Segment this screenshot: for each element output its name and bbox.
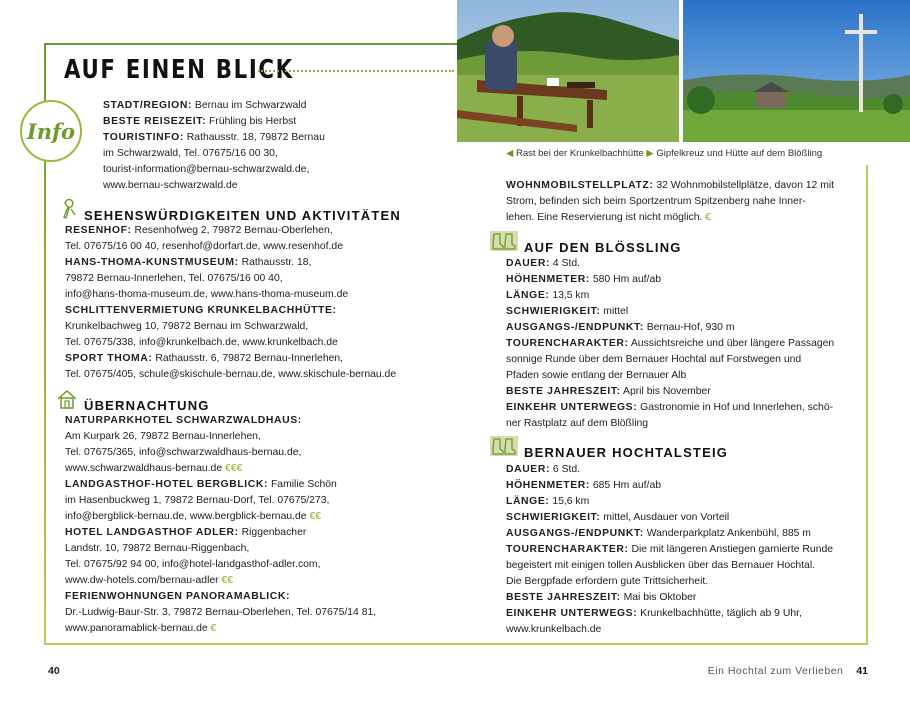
lodging-line [65, 461, 376, 477]
title-dotted-rule [258, 70, 454, 72]
info-line [103, 98, 325, 114]
section-heading-hochtalsteig: BERNAUER HOCHTALSTEIG [524, 445, 729, 460]
field-value: Pfaden sowie entlang der Bernauer Alb [506, 370, 687, 381]
camper-block [506, 178, 834, 226]
field-label: HÖHENMETER: [506, 274, 590, 285]
field-label: TOURENCHARAKTER: [506, 544, 629, 555]
sights-line [65, 319, 396, 335]
lodging-line [65, 557, 376, 573]
page-title: AUF EINEN BLICK [64, 55, 294, 85]
field-value: 6 Std. [550, 464, 581, 475]
field-label: HOTEL LANDGASTHOF ADLER: [65, 527, 239, 538]
field-value: www.panoramablick-bernau.de [65, 623, 211, 634]
lodging-line [65, 589, 376, 605]
field-value: Mai bis Oktober [620, 592, 697, 603]
field-label: TOURISTINFO: [103, 132, 184, 143]
field-label: WOHNMOBILSTELLPLATZ: [506, 180, 654, 191]
lodging-line [65, 525, 376, 541]
caption-photo1: Rast bei der Krunkelbachhütte [515, 148, 644, 159]
field-value: www.bernau-schwarzwald.de [103, 180, 238, 191]
hiking-boots-icon [489, 230, 519, 257]
tour-line [506, 368, 834, 384]
field-value: tourist-information@bernau-schwarzwald.de, [103, 164, 310, 175]
field-value: info@bergblick-bernau.de, www.bergblick-bernau.de [65, 511, 310, 522]
field-value: 15,6 km [549, 496, 590, 507]
tour-line [506, 288, 834, 304]
tour-line [506, 304, 834, 320]
lodging-line [65, 621, 376, 637]
tour-line [506, 352, 834, 368]
field-label: DAUER: [506, 258, 551, 269]
info-line [103, 114, 325, 130]
field-label: SCHWIERIGKEIT: [506, 512, 601, 523]
field-label: BESTE REISEZEIT: [103, 116, 207, 127]
field-label: DAUER: [506, 464, 551, 475]
field-label: NATURPARKHOTEL SCHWARZWALDHAUS: [65, 415, 302, 426]
field-label: RESENHOF: [65, 225, 132, 236]
field-value: www.krunkelbach.de [506, 624, 602, 635]
info-line [103, 130, 325, 146]
lodging-line [65, 429, 376, 445]
field-value: Familie Schön [268, 479, 337, 490]
field-label: BESTE JAHRESZEIT: [506, 592, 621, 603]
frame-right-line [866, 165, 868, 645]
tour-line [506, 494, 833, 510]
field-value: 685 Hm auf/ab [589, 480, 661, 491]
tour-line [506, 384, 834, 400]
field-value: sonnige Runde über dem Bernauer Hochtal auf Forstwegen und [506, 354, 802, 365]
page-number-right: 41 [856, 665, 868, 677]
field-value: Krunkelbachweg 10, 79872 Bernau im Schwarzwald, [65, 321, 309, 332]
price-rating: €€ [221, 575, 234, 586]
field-label: FERIENWOHNUNGEN PANORAMABLICK: [65, 591, 291, 602]
sights-line [65, 239, 396, 255]
field-value: Die mit längeren Anstiegen garnierte Runde [628, 544, 834, 555]
photo-gipfelkreuz [683, 0, 910, 142]
field-value: Am Kurpark 26, 79872 Bernau-Innerlehen, [65, 431, 261, 442]
page-footer-right [708, 665, 868, 677]
info-line [103, 178, 325, 194]
field-value: Krunkelbachhütte, täglich ab 9 Uhr, [637, 608, 802, 619]
field-label: SCHLITTENVERMIETUNG KRUNKELBACHHÜTTE: [65, 305, 337, 316]
field-label: EINKEHR UNTERWEGS: [506, 402, 638, 413]
field-value: Strom, befinden sich beim Sportzentrum Spitzenberg nahe Inner- [506, 196, 806, 207]
field-label: TOURENCHARAKTER: [506, 338, 629, 349]
sights-line [65, 271, 396, 287]
tour-line [506, 542, 833, 558]
sights-line [65, 335, 396, 351]
tour-line [506, 574, 833, 590]
tour-line [506, 558, 833, 574]
field-value: Tel. 07675/16 00 40, resenhof@dorfart.de, www.resenhof.de [65, 241, 343, 252]
caption-marker-right: ▶ [646, 148, 654, 159]
field-value: April bis November [620, 386, 711, 397]
field-label: HANS-THOMA-KUNSTMUSEUM: [65, 257, 239, 268]
field-value: Tel. 07675/92 94 00, info@hotel-landgasthof-adler.com, [65, 559, 321, 570]
tour-line [506, 606, 833, 622]
sights-block [65, 223, 396, 383]
photo-krunkelbachhuette [457, 0, 679, 142]
camper-line [506, 210, 834, 226]
tour-line [506, 256, 834, 272]
field-value: Gastronomie in Hof und Innerlehen, schö- [637, 402, 834, 413]
sights-line [65, 303, 396, 319]
field-value: Aussichtsreiche und über längere Passagen [628, 338, 835, 349]
field-value: 580 Hm auf/ab [589, 274, 661, 285]
photo-captions [506, 148, 822, 159]
field-value: Dr.-Ludwig-Baur-Str. 3, 79872 Bernau-Oberlehen, Tel. 07675/14 81, [65, 607, 377, 618]
tour-line [506, 526, 833, 542]
field-value: 13,5 km [549, 290, 590, 301]
field-value: lehen. Eine Reservierung ist nicht möglich. [506, 212, 706, 223]
field-value: 32 Wohnmobilstellplätze, davon 12 mit [653, 180, 835, 191]
field-label: SCHWIERIGKEIT: [506, 306, 601, 317]
field-value: Rathausstr. 6, 79872 Bernau-Innerlehen, [152, 353, 344, 364]
caption-photo2: Gipfelkreuz und Hütte auf dem Blößling [656, 148, 823, 159]
field-label: AUSGANGS-/ENDPUNKT: [506, 528, 644, 539]
bloessling-block [506, 256, 834, 432]
sights-line [65, 255, 396, 271]
field-label: STADT/REGION: [103, 100, 192, 111]
lodging-line [65, 509, 376, 525]
section-heading-sights: SEHENSWÜRDIGKEITEN UND AKTIVITÄTEN [84, 208, 401, 223]
price-rating: € [210, 623, 217, 634]
field-value: im Schwarzwald, Tel. 07675/16 00 30, [103, 148, 278, 159]
field-value: www.dw-hotels.com/bernau-adler [65, 575, 222, 586]
field-value: Tel. 07675/338, info@krunkelbach.de, www.krunkelbach.de [65, 337, 338, 348]
field-value: im Hasenbuckweg 1, 79872 Bernau-Dorf, Tel. 07675/273, [65, 495, 330, 506]
field-value: Riggenbacher [238, 527, 307, 538]
price-rating: € [705, 212, 712, 223]
field-value: www.schwarzwaldhaus-bernau.de [65, 463, 225, 474]
field-value: begeistert mit einigen tollen Ausblicken über das Bernauer Hochtal. [506, 560, 816, 571]
field-value: Frühling bis Herbst [206, 116, 297, 127]
tour-line [506, 622, 833, 638]
field-label: SPORT THOMA: [65, 353, 153, 364]
running-title: Ein Hochtal zum Verlieben [707, 665, 844, 677]
field-label: HÖHENMETER: [506, 480, 590, 491]
field-value: Wanderparkplatz Ankenbühl, 885 m [643, 528, 811, 539]
info-badge [20, 100, 82, 162]
field-label: EINKEHR UNTERWEGS: [506, 608, 638, 619]
page-number-left: 40 [48, 665, 60, 677]
field-value: Rathausstr. 18, [238, 257, 312, 268]
field-value: Tel. 07675/405, schule@skischule-bernau.de, www.skischule-bernau.de [65, 369, 397, 380]
info-line [103, 146, 325, 162]
field-label: BESTE JAHRESZEIT: [506, 386, 621, 397]
house-icon [56, 388, 78, 415]
tour-line [506, 336, 834, 352]
sights-line [65, 367, 396, 383]
frame-top-line [44, 43, 458, 45]
tour-line [506, 320, 834, 336]
sights-line [65, 351, 396, 367]
tour-line [506, 510, 833, 526]
field-value: Landstr. 10, 79872 Bernau-Riggenbach, [65, 543, 250, 554]
frame-bottom-line [44, 643, 868, 645]
field-value: Tel. 07675/365, info@schwarzwaldhaus-bernau.de, [65, 447, 302, 458]
section-heading-lodging: ÜBERNACHTUNG [84, 398, 210, 413]
hiking-boots-icon [489, 435, 519, 462]
info-line [103, 162, 325, 178]
field-value: Die Bergpfade erfordern gute Trittsicherheit. [506, 576, 709, 587]
lodging-line [65, 445, 376, 461]
field-value: Rathausstr. 18, 79872 Bernau [183, 132, 325, 143]
lodging-line [65, 493, 376, 509]
lodging-line [65, 477, 376, 493]
tour-line [506, 272, 834, 288]
field-value: Bernau-Hof, 930 m [643, 322, 735, 333]
tour-line [506, 478, 833, 494]
lodging-block [65, 413, 376, 637]
field-value: ner Rastplatz auf dem Blößling [506, 418, 649, 429]
info-block [103, 98, 325, 194]
tour-line [506, 416, 834, 432]
lodging-line [65, 573, 376, 589]
section-heading-bloessling: AUF DEN BLÖSSLING [524, 240, 682, 255]
lodging-line [65, 413, 376, 429]
lodging-line [65, 605, 376, 621]
lodging-line [65, 541, 376, 557]
field-label: LÄNGE: [506, 496, 550, 507]
price-rating: €€€ [224, 463, 243, 474]
camper-line [506, 194, 834, 210]
sightseeing-icon [60, 197, 78, 224]
tour-line [506, 462, 833, 478]
tour-line [506, 590, 833, 606]
field-value: Bernau im Schwarzwald [192, 100, 307, 111]
field-value: 4 Std. [550, 258, 581, 269]
field-label: AUSGANGS-/ENDPUNKT: [506, 322, 644, 333]
sights-line [65, 287, 396, 303]
price-rating: €€ [309, 511, 322, 522]
field-label: LÄNGE: [506, 290, 550, 301]
field-label: LANDGASTHOF-HOTEL BERGBLICK: [65, 479, 269, 490]
hochtalsteig-block [506, 462, 833, 638]
field-value: mittel [600, 306, 629, 317]
tour-line [506, 400, 834, 416]
sights-line [65, 223, 396, 239]
caption-marker-left: ◀ [506, 148, 514, 159]
field-value: info@hans-thoma-museum.de, www.hans-thoma-museum.de [65, 289, 349, 300]
field-value: 79872 Bernau-Innerlehen, Tel. 07675/16 00 40, [65, 273, 283, 284]
info-badge-label: Info [26, 118, 76, 144]
field-value: mittel, Ausdauer von Vorteil [600, 512, 730, 523]
camper-line [506, 178, 834, 194]
field-value: Resenhofweg 2, 79872 Bernau-Oberlehen, [131, 225, 333, 236]
